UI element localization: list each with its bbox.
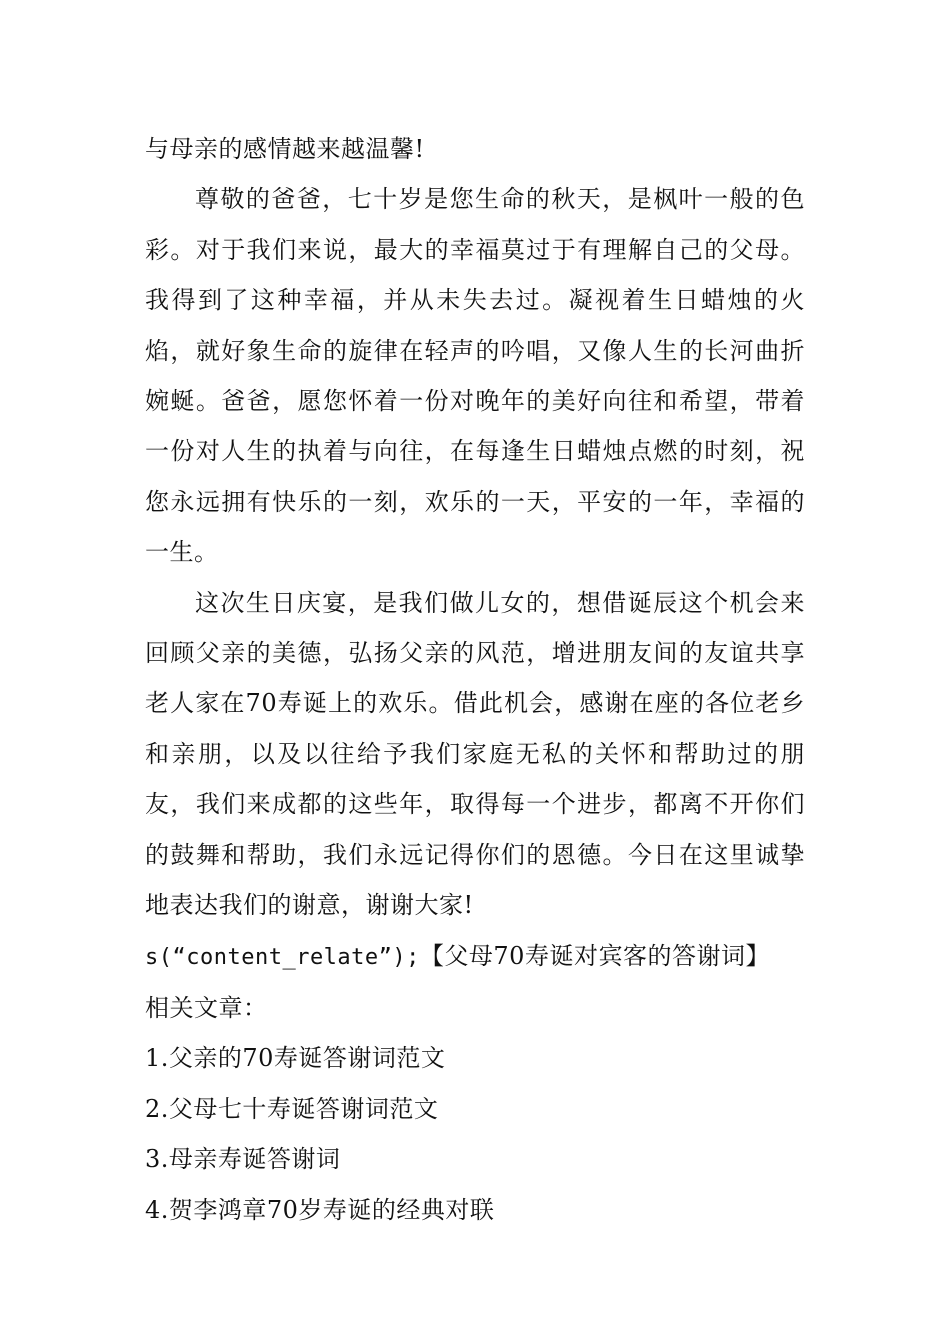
related-articles-list [145, 1033, 805, 1235]
related-articles-heading: 相关文章： [145, 993, 268, 1022]
script-snippet-text: s(“content_relate”); [145, 944, 420, 970]
related-article-link-4[interactable]: 4.贺李鸿章70岁寿诞的经典对联 [145, 1195, 495, 1224]
related-article-link-2[interactable]: 2.父母七十寿诞答谢词范文 [145, 1094, 439, 1123]
article-title-bracketed: 【父母70寿诞对宾客的答谢词】 [419, 941, 770, 970]
paragraph-birthday-wishes: 尊敬的爸爸，七十岁是您生命的秋天，是枫叶一般的色彩。对于我们来说，最大的幸福莫过于有理解自己的父母。我得到了这种幸福，并从未失去过。凝视着生日蜡烛的火焰，就好象生命的旋律在轻声的吟唱，又像人生的长河曲折婉蜒。爸爸，愿您怀着一份对晚年的美好向往和希望，带着一份对人生的执着与向往，在每逢生日蜡烛点燃的时刻，祝您永远拥有快乐的一刻，欢乐的一天，平安的一年，幸福的一生。 [145, 185, 805, 567]
related-article-link-3[interactable]: 3.母亲寿诞答谢词 [145, 1145, 341, 1174]
paragraph-thanks-guests: 这次生日庆宴，是我们做儿女的，想借诞辰这个机会来回顾父亲的美德，弘扬父亲的风范，增进朋友间的友谊共享老人家在70寿诞上的欢乐。借此机会，感谢在座的各位老乡和亲朋，以及以往给予我们家庭无私的关怀和帮助过的朋友，我们来成都的这些年，取得每一个进步，都离不开你们的鼓舞和帮助，我们永远记得你们的恩德。今日在这里诚挚地表达我们的谢意，谢谢大家! [145, 588, 805, 920]
paragraph-continuation: 与母亲的感情越来越温馨! [145, 135, 425, 163]
content-relate-line [145, 931, 805, 983]
related-article-link-1[interactable]: 1.父亲的70寿诞答谢词范文 [145, 1044, 446, 1073]
document-body [145, 124, 805, 1235]
